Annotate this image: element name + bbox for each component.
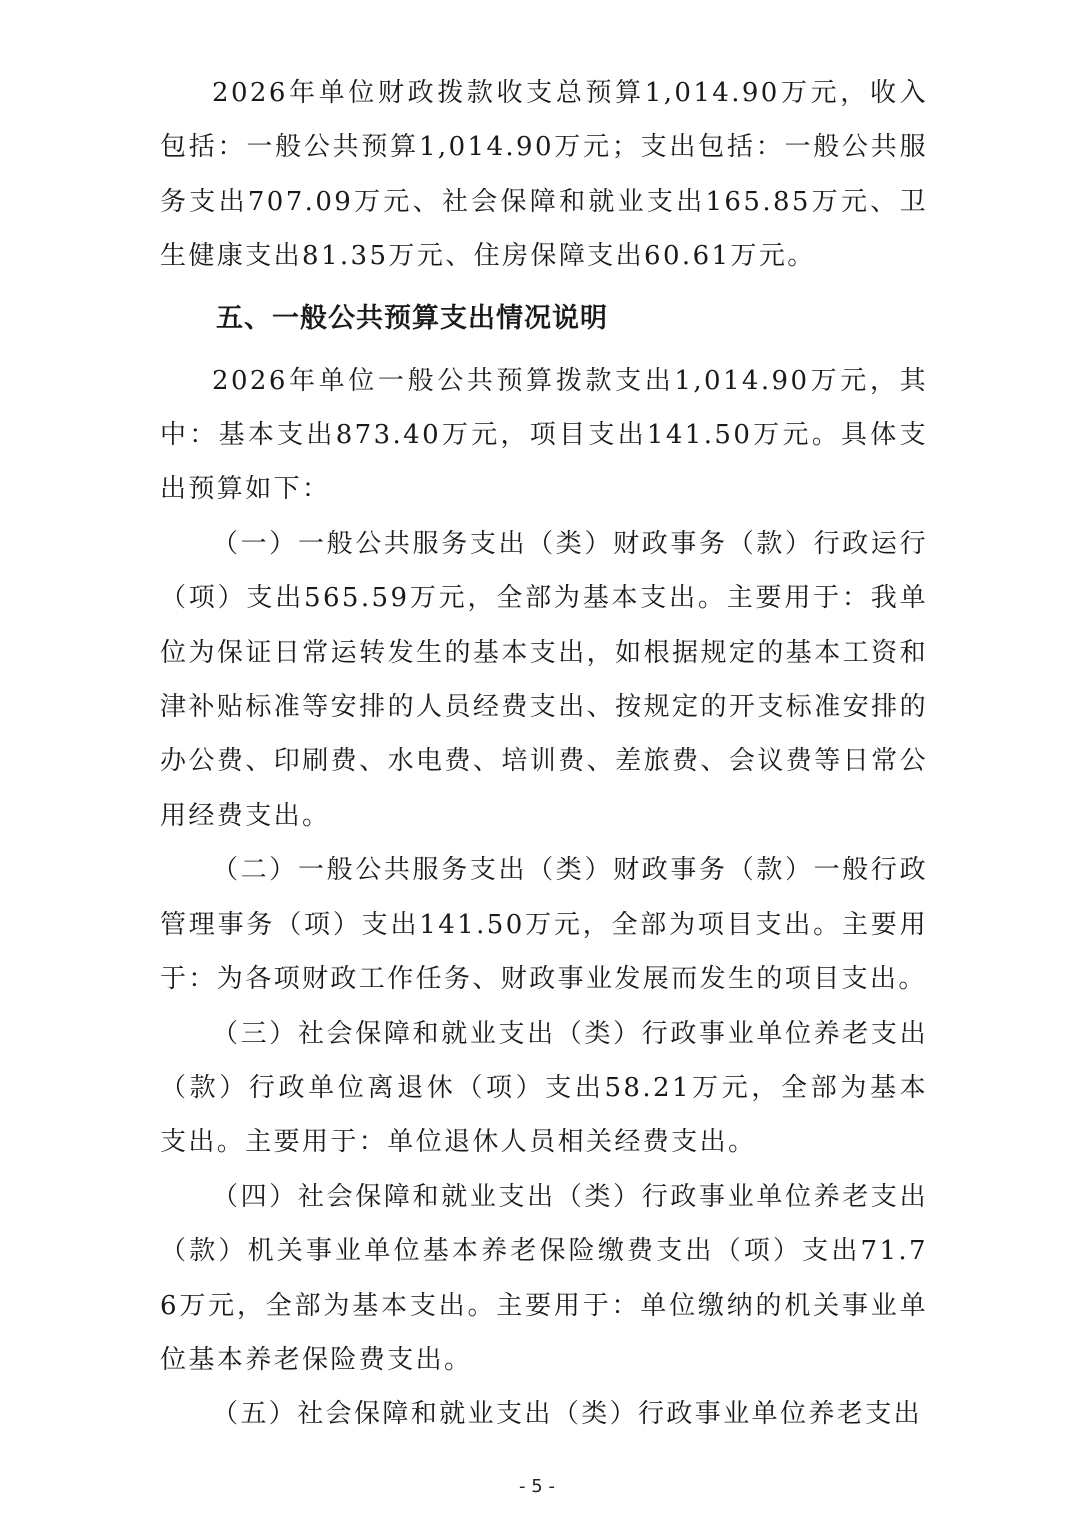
expenditure-item-4: （四）社会保障和就业支出（类）行政事业单位养老支出（款）机关事业单位基本养老保险缴费支出（项）支出71.76万元，全部为基本支出。主要用于：单位缴纳的机关事业单位基本养老保险费支出。 (160, 1181, 928, 1375)
expenditure-summary-paragraph: 2026年单位一般公共预算拨款支出1,014.90万元，其中：基本支出873.40万元，项目支出141.50万元。具体支出预算如下： (160, 365, 928, 505)
budget-summary-paragraph: 2026年单位财政拨款收支总预算1,014.90万元，收入包括：一般公共预算1,014.90万元；支出包括：一般公共服务支出707.09万元、社会保障和就业支出165.85万元、卫生健康支出81.35万元、住房保障支出60.61万元。 (160, 78, 928, 272)
expenditure-item-1: （一）一般公共服务支出（类）财政事务（款）行政运行（项）支出565.59万元，全部为基本支出。主要用于：我单位为保证日常运转发生的基本支出，如根据规定的基本工资和津补贴标准等安排的人员经费支出、按规定的开支标准安排的办公费、印刷费、水电费、培训费、差旅费、会议费等日常公用经费支出。 (160, 528, 928, 831)
expenditure-item-5: （五）社会保障和就业支出（类）行政事业单位养老支出 (212, 1399, 923, 1430)
page-number: - 5 - (519, 1476, 555, 1497)
section-heading: 五、一般公共预算支出情况说明 (216, 302, 608, 334)
document-body (160, 66, 928, 1442)
expenditure-item-2: （二）一般公共服务支出（类）财政事务（款）一般行政管理事务（项）支出141.50万元，全部为项目支出。主要用于：为各项财政工作任务、财政事业发展而发生的项目支出。 (160, 855, 928, 995)
expenditure-item-3: （三）社会保障和就业支出（类）行政事业单位养老支出（款）行政单位离退休（项）支出58.21万元，全部为基本支出。主要用于：单位退休人员相关经费支出。 (160, 1018, 928, 1158)
